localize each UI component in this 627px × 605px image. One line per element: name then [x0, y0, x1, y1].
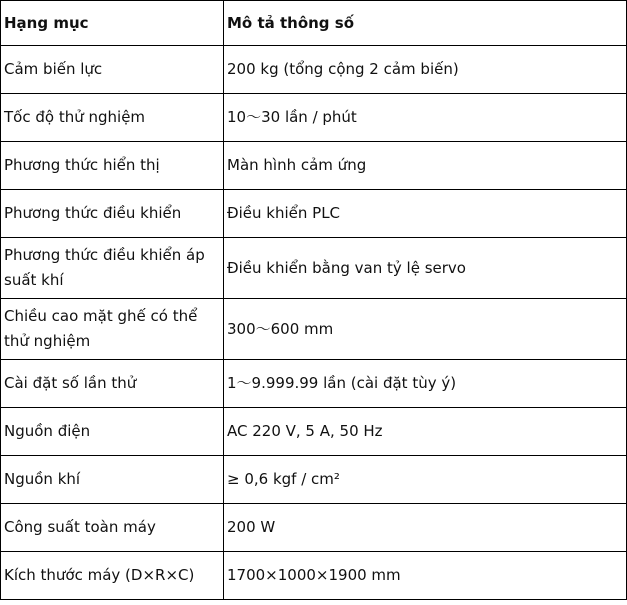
table-row: [1, 504, 627, 552]
table-row: [1, 238, 627, 299]
table-row: [1, 142, 627, 190]
row-item: Tốc độ thử nghiệm: [1, 94, 224, 142]
row-value: ≥ 0,6 kgf / cm²: [224, 456, 627, 504]
row-item: Phương thức hiển thị: [1, 142, 224, 190]
row-item: Công suất toàn máy: [1, 504, 224, 552]
row-item: Nguồn khí: [1, 456, 224, 504]
table-header-row: [1, 1, 627, 46]
row-item: Phương thức điều khiển: [1, 190, 224, 238]
row-value: 200 kg (tổng cộng 2 cảm biến): [224, 46, 627, 94]
row-item: Phương thức điều khiển áp suất khí: [1, 238, 224, 299]
row-item: Nguồn điện: [1, 408, 224, 456]
row-value: 300～600 mm: [224, 299, 627, 360]
table-row: [1, 360, 627, 408]
row-value: 1700×1000×1900 mm: [224, 552, 627, 600]
row-value: Điều khiển bằng van tỷ lệ servo: [224, 238, 627, 299]
table-row: [1, 552, 627, 600]
header-item: Hạng mục: [1, 1, 224, 46]
row-value: 10～30 lần / phút: [224, 94, 627, 142]
table-row: [1, 94, 627, 142]
table-row: [1, 456, 627, 504]
row-item: Kích thước máy (D×R×C): [1, 552, 224, 600]
table-row: [1, 299, 627, 360]
table-row: [1, 408, 627, 456]
row-item: Chiều cao mặt ghế có thể thử nghiệm: [1, 299, 224, 360]
table-row: [1, 46, 627, 94]
row-item: Cài đặt số lần thử: [1, 360, 224, 408]
row-value: AC 220 V, 5 A, 50 Hz: [224, 408, 627, 456]
header-description: Mô tả thông số: [224, 1, 627, 46]
table-row: [1, 190, 627, 238]
row-item: Cảm biến lực: [1, 46, 224, 94]
row-value: 1～9.999.99 lần (cài đặt tùy ý): [224, 360, 627, 408]
row-value: 200 W: [224, 504, 627, 552]
row-value: Điều khiển PLC: [224, 190, 627, 238]
row-value: Màn hình cảm ứng: [224, 142, 627, 190]
